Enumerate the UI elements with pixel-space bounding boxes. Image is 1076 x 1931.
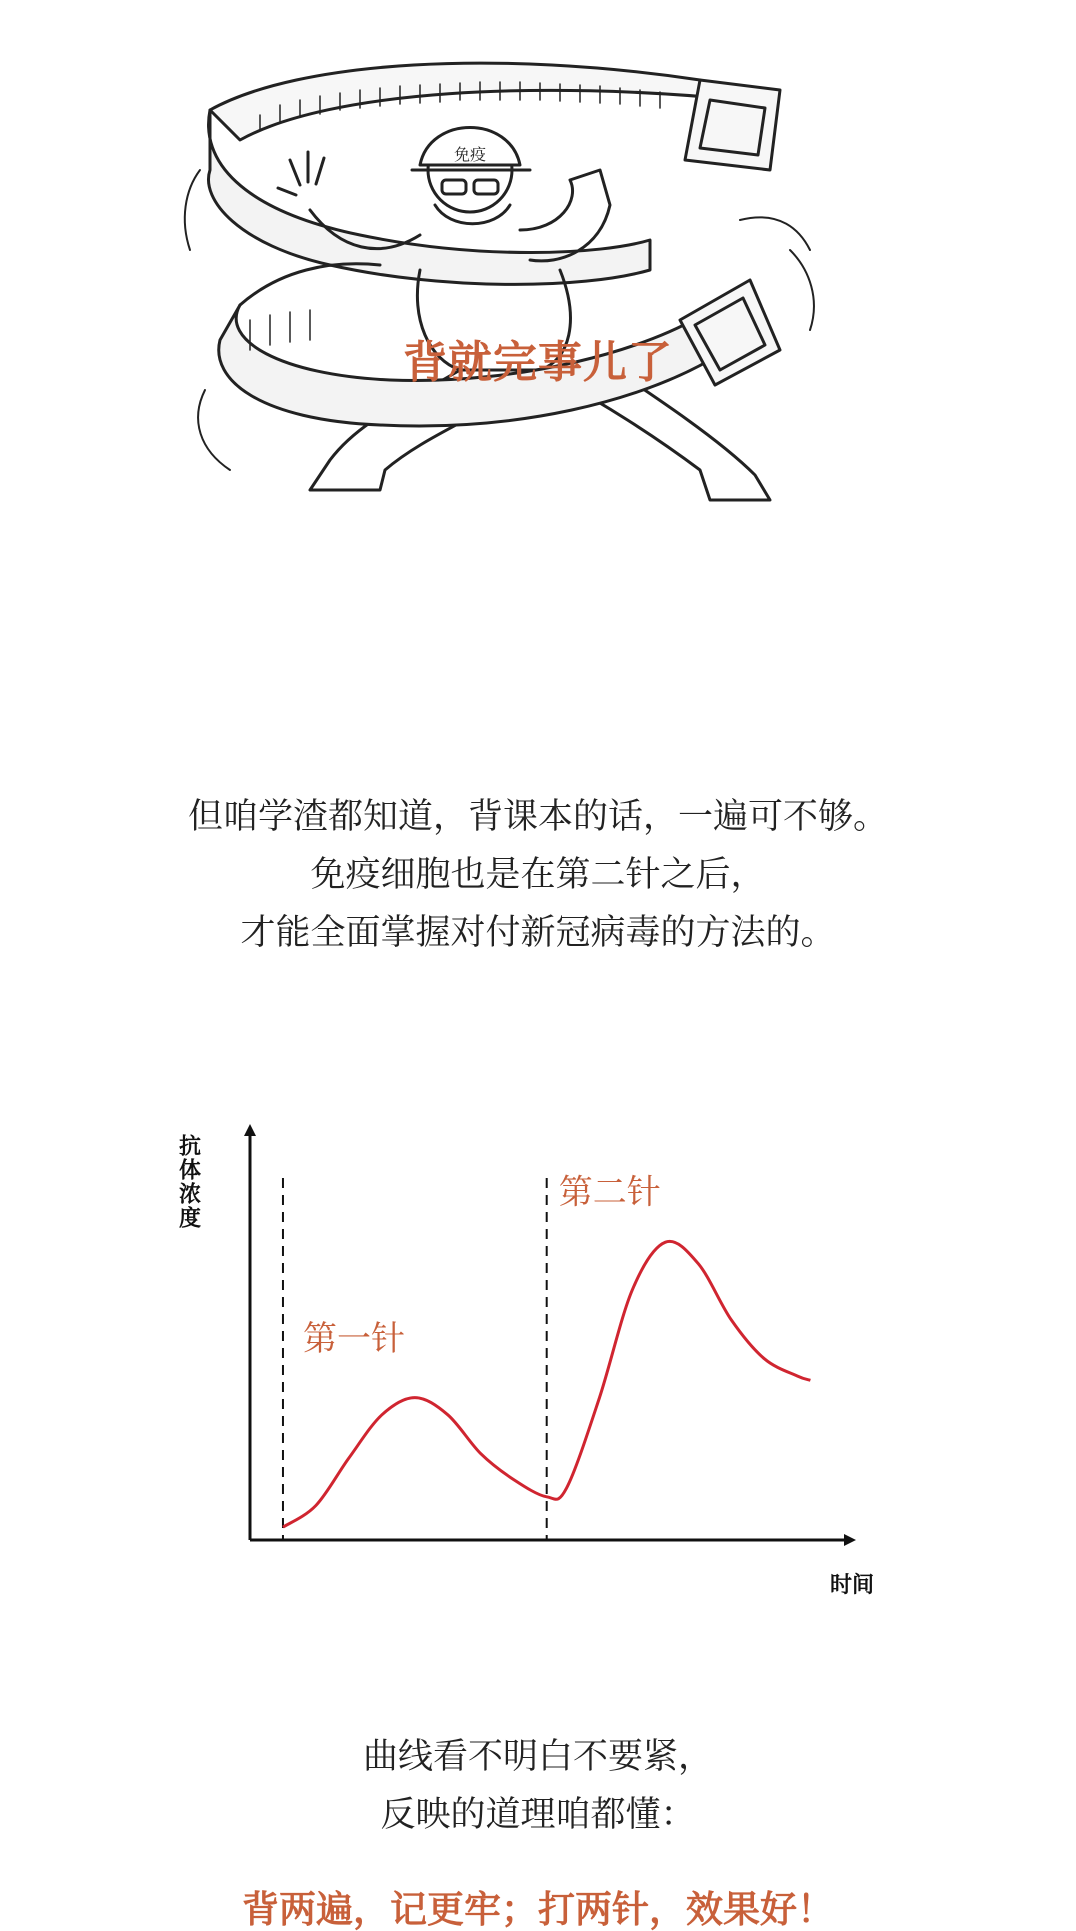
first-dose-label: 第一针 (302, 1319, 405, 1360)
summary-line-2: 反映的道理咱都懂： (380, 1795, 696, 1835)
summary-highlight: 背两遍，记更牢；打两针，效果好！ (242, 1888, 834, 1931)
antibody-chart (160, 1110, 880, 1610)
intro-line-2: 免疫细胞也是在第二针之后， (310, 855, 766, 895)
intro-line-1: 但咱学渣都知道，背课本的话，一遍可不够。 (187, 797, 888, 837)
antibody-chart-svg (160, 1110, 880, 1610)
scroll-figure-drawing (180, 20, 920, 600)
illustration-caption: 背就完事儿了 (403, 337, 673, 388)
helmet-text: 免疫 (453, 145, 487, 164)
y-axis-label: 抗体浓度 (175, 1134, 201, 1230)
summary-line-1: 曲线看不明白不要紧， (362, 1737, 713, 1777)
second-dose-label: 第二针 (558, 1172, 661, 1213)
intro-paragraph (0, 788, 1076, 962)
intro-line-3: 才能全面掌握对付新冠病毒的方法的。 (240, 913, 836, 953)
scroll-illustration (180, 20, 920, 600)
x-axis-label: 时间 (830, 1573, 875, 1598)
summary-paragraph (0, 1728, 1076, 1844)
